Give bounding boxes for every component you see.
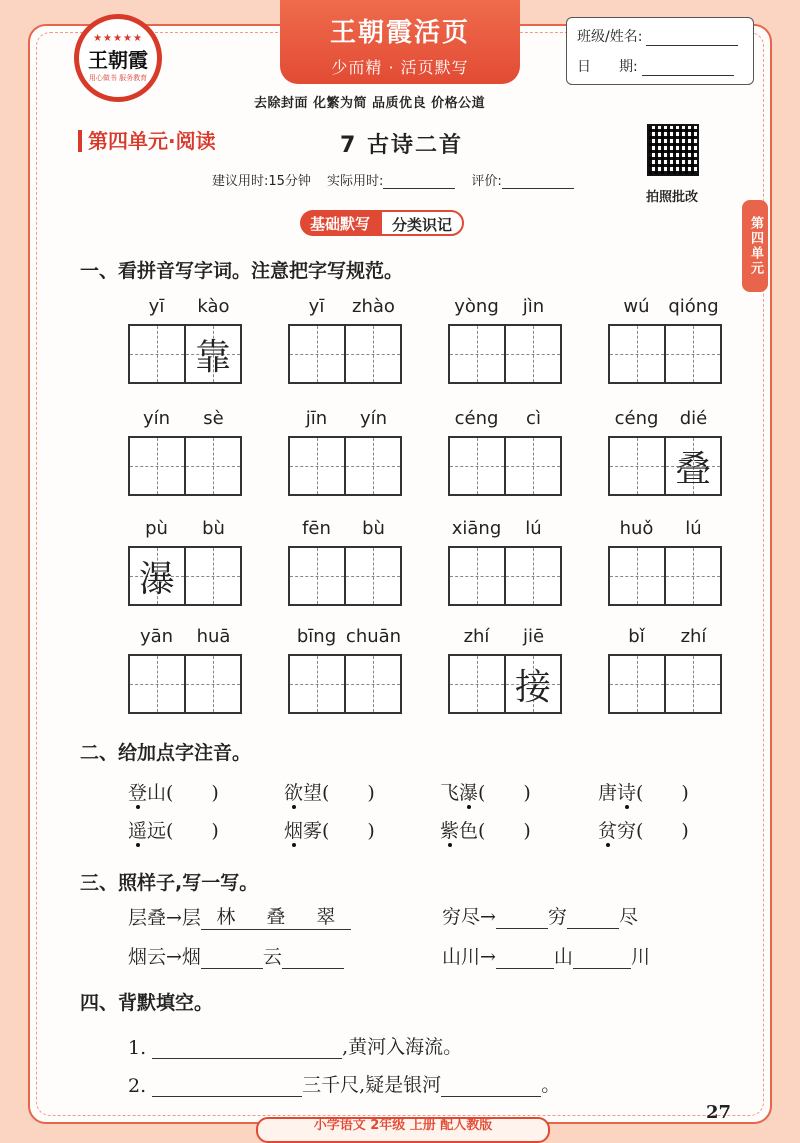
phonetic-item: 欲望( ) (284, 782, 375, 804)
writing-cell[interactable] (506, 656, 560, 712)
line2-end: 。 (541, 1074, 561, 1096)
writing-cell[interactable] (346, 326, 400, 382)
ex2-blank-1[interactable] (496, 928, 548, 929)
emphasis-dot (136, 805, 140, 809)
line2-mid: 三千尺,疑是银河 (302, 1074, 442, 1096)
writing-cell[interactable] (290, 548, 346, 604)
writing-cell[interactable] (186, 656, 240, 712)
ex3-blank-2[interactable] (282, 968, 344, 969)
line2-num: 2. (128, 1075, 147, 1097)
logo-tagline: 用心做书 服务教育 (88, 74, 148, 82)
section3-title: 三、照样子,写一写。 (80, 872, 259, 894)
unit-label: 第四单元·阅读 (78, 130, 216, 152)
writing-grid[interactable] (128, 546, 242, 606)
series-subtitle: 少而精 · 活页默写 (331, 58, 469, 77)
pinyin-label: huǒ (619, 518, 654, 539)
date-field[interactable] (642, 61, 734, 76)
pinyin-label: zhí (680, 626, 707, 647)
writing-grid[interactable] (448, 654, 562, 714)
ex1-stem: 层叠→层 (128, 907, 201, 929)
writing-grid[interactable] (288, 324, 402, 384)
word-item (608, 626, 722, 714)
writing-grid[interactable] (288, 546, 402, 606)
word-item (288, 518, 402, 606)
writing-cell[interactable] (290, 326, 346, 382)
rating-label: 评价: (471, 174, 502, 189)
pinyin-label: yān (139, 626, 174, 647)
ex2-end: 尽 (618, 906, 638, 928)
ex4-end: 川 (630, 946, 650, 968)
brand-logo (74, 14, 162, 102)
ex4-blank-2[interactable] (573, 968, 631, 969)
pinyin-label: bù (362, 518, 385, 539)
phonetic-item: 唐诗( ) (598, 782, 689, 804)
pinyin-label: wú (623, 296, 650, 317)
category-pill (300, 210, 464, 236)
phonetic-item: 紫色( ) (440, 820, 531, 842)
ex1-fill-1: 林 (201, 902, 251, 930)
pinyin-label: yī (308, 296, 325, 317)
writing-cell[interactable] (130, 326, 186, 382)
writing-cell[interactable] (346, 438, 400, 494)
ex2-mid: 穷 (547, 906, 567, 928)
phonetic-item: 登山( ) (128, 782, 219, 804)
word-item (128, 626, 242, 714)
ex4-stem: 山川→ (442, 946, 496, 968)
writing-grid[interactable] (448, 546, 562, 606)
word-item (608, 408, 722, 496)
section1-title: 一、看拼音写字词。注意把字写规范。 (80, 260, 404, 282)
writing-grid[interactable] (288, 654, 402, 714)
cell-char: 靠 (194, 336, 231, 378)
pinyin-label: xiāng (451, 518, 502, 539)
emphasis-dot (448, 843, 452, 847)
student-info-box (566, 17, 754, 85)
writing-cell[interactable] (450, 438, 506, 494)
writing-cell[interactable] (186, 548, 240, 604)
pinyin-label: qióng (668, 296, 719, 317)
section4-title: 四、背默填空。 (80, 992, 214, 1014)
pinyin-label: jiē (522, 626, 545, 647)
pill-basic: 基础默写 (300, 210, 380, 236)
writing-grid[interactable] (128, 324, 242, 384)
pinyin-label: sè (203, 408, 224, 429)
pinyin-label: yín (142, 408, 171, 429)
class-name-label: 班级/姓名: (577, 29, 643, 45)
writing-cell[interactable] (506, 548, 560, 604)
pinyin-label: pù (145, 518, 168, 539)
cell-char: 瀑 (138, 558, 175, 600)
pattern-item-4 (442, 942, 650, 969)
writing-grid[interactable] (448, 324, 562, 384)
emphasis-dot (292, 843, 296, 847)
pattern-example (128, 902, 351, 930)
qr-label: 拍照批改 (646, 190, 699, 205)
pinyin-label: kào (197, 296, 230, 317)
word-item (128, 518, 242, 606)
word-item (448, 408, 562, 496)
writing-grid[interactable] (448, 436, 562, 496)
writing-cell[interactable] (450, 326, 506, 382)
word-item (608, 296, 722, 384)
side-tab: 第四单元 (742, 200, 768, 292)
pinyin-label: jìn (522, 296, 545, 317)
writing-cell[interactable] (506, 326, 560, 382)
cell-char: 接 (514, 666, 551, 708)
word-item (448, 518, 562, 606)
line1-text: ,黄河入海流。 (342, 1036, 463, 1058)
ex3-blank-1[interactable] (201, 968, 263, 969)
ex4-blank-1[interactable] (496, 968, 554, 969)
actual-time-label: 实际用时: (326, 174, 384, 189)
word-item (288, 408, 402, 496)
word-item (608, 518, 722, 606)
pattern-item-3 (128, 942, 344, 969)
ex3-mid: 云 (262, 946, 282, 968)
word-item (128, 408, 242, 496)
writing-cell[interactable] (610, 326, 666, 382)
writing-cell[interactable] (130, 656, 186, 712)
pinyin-label: lú (685, 518, 702, 539)
emphasis-dot (606, 843, 610, 847)
footer-badge: 小学语文 2年级 上册 配人教版 (256, 1117, 550, 1143)
writing-cell[interactable] (186, 326, 240, 382)
writing-grid[interactable] (608, 324, 722, 384)
phonetic-item: 飞瀑( ) (440, 782, 531, 804)
pinyin-label: huā (196, 626, 231, 647)
word-item (448, 626, 562, 714)
ex1-fill-2: 叠 (251, 902, 301, 930)
writing-grid[interactable] (608, 436, 722, 496)
time-row (212, 170, 574, 189)
emphasis-dot (136, 843, 140, 847)
phonetic-item: 贫穷( ) (598, 820, 689, 842)
writing-grid[interactable] (128, 436, 242, 496)
pinyin-label: lú (525, 518, 542, 539)
line2-blank-1[interactable] (152, 1096, 302, 1097)
qr-code-icon[interactable] (647, 124, 699, 176)
writing-cell[interactable] (450, 548, 506, 604)
writing-cell[interactable] (666, 326, 720, 382)
pinyin-label: bù (202, 518, 225, 539)
writing-cell[interactable] (610, 548, 666, 604)
date-label: 日 期: (577, 59, 638, 75)
writing-grid[interactable] (608, 654, 722, 714)
writing-cell[interactable] (290, 438, 346, 494)
slogan: 去除封面 化繁为简 品质优良 价格公道 (254, 96, 486, 111)
writing-cell[interactable] (506, 438, 560, 494)
pinyin-label: dié (679, 408, 708, 429)
writing-grid[interactable] (128, 654, 242, 714)
ex2-stem: 穷尽→ (442, 906, 496, 928)
writing-cell[interactable] (666, 656, 720, 712)
ex2-blank-2[interactable] (567, 928, 619, 929)
pinyin-label: jīn (305, 408, 328, 429)
pinyin-label: bīng (296, 626, 337, 647)
writing-cell[interactable] (610, 656, 666, 712)
writing-cell[interactable] (610, 438, 666, 494)
emphasis-dot (467, 805, 471, 809)
pinyin-label: chuān (345, 626, 402, 647)
writing-cell[interactable] (346, 548, 400, 604)
writing-cell[interactable] (666, 438, 720, 494)
pinyin-label: bǐ (628, 626, 645, 647)
pill-classify: 分类识记 (380, 210, 464, 236)
word-item (288, 296, 402, 384)
phonetic-item: 遥远( ) (128, 820, 219, 842)
pinyin-label: céng (614, 408, 659, 429)
suggested-time: 建议用时:15分钟 (212, 174, 311, 189)
word-item (128, 296, 242, 384)
series-title: 王朝霞活页 (329, 18, 470, 48)
emphasis-dot (625, 805, 629, 809)
word-item (448, 296, 562, 384)
pinyin-label: zhí (463, 626, 490, 647)
logo-text: 王朝霞 (88, 48, 148, 72)
logo-stars: ★★★★★ (93, 33, 143, 44)
lesson-title: 7 古诗二首 (340, 133, 463, 158)
ex4-mid: 山 (553, 946, 573, 968)
writing-grid[interactable] (608, 546, 722, 606)
actual-time-field[interactable] (383, 174, 455, 189)
ex3-stem: 烟云→烟 (128, 946, 201, 968)
pinyin-label: cì (526, 408, 541, 429)
writing-cell[interactable] (186, 438, 240, 494)
pinyin-label: zhào (352, 296, 395, 317)
line1-num: 1. (128, 1037, 147, 1059)
recite-line-1 (128, 1032, 462, 1059)
writing-cell[interactable] (130, 438, 186, 494)
writing-grid[interactable] (288, 436, 402, 496)
writing-cell[interactable] (130, 548, 186, 604)
line2-blank-2[interactable] (441, 1096, 541, 1097)
series-banner (280, 0, 520, 84)
writing-cell[interactable] (666, 548, 720, 604)
line1-blank[interactable] (152, 1058, 342, 1059)
phonetic-item: 烟雾( ) (284, 820, 375, 842)
class-name-field[interactable] (646, 31, 738, 46)
writing-cell[interactable] (290, 656, 346, 712)
page-number: 27 (706, 1102, 732, 1123)
pattern-item-2 (442, 902, 638, 929)
recite-line-2 (128, 1070, 560, 1097)
pinyin-label: yī (148, 296, 165, 317)
section2-title: 二、给加点字注音。 (80, 742, 252, 764)
rating-field[interactable] (502, 174, 574, 189)
pinyin-label: yòng (454, 296, 499, 317)
pinyin-label: yín (359, 408, 388, 429)
pinyin-label: céng (454, 408, 499, 429)
emphasis-dot (292, 805, 296, 809)
writing-cell[interactable] (450, 656, 506, 712)
cell-char: 叠 (674, 448, 711, 490)
pinyin-label: fēn (302, 518, 331, 539)
writing-cell[interactable] (346, 656, 400, 712)
ex1-fill-3: 翠 (301, 902, 351, 930)
word-item (288, 626, 402, 714)
